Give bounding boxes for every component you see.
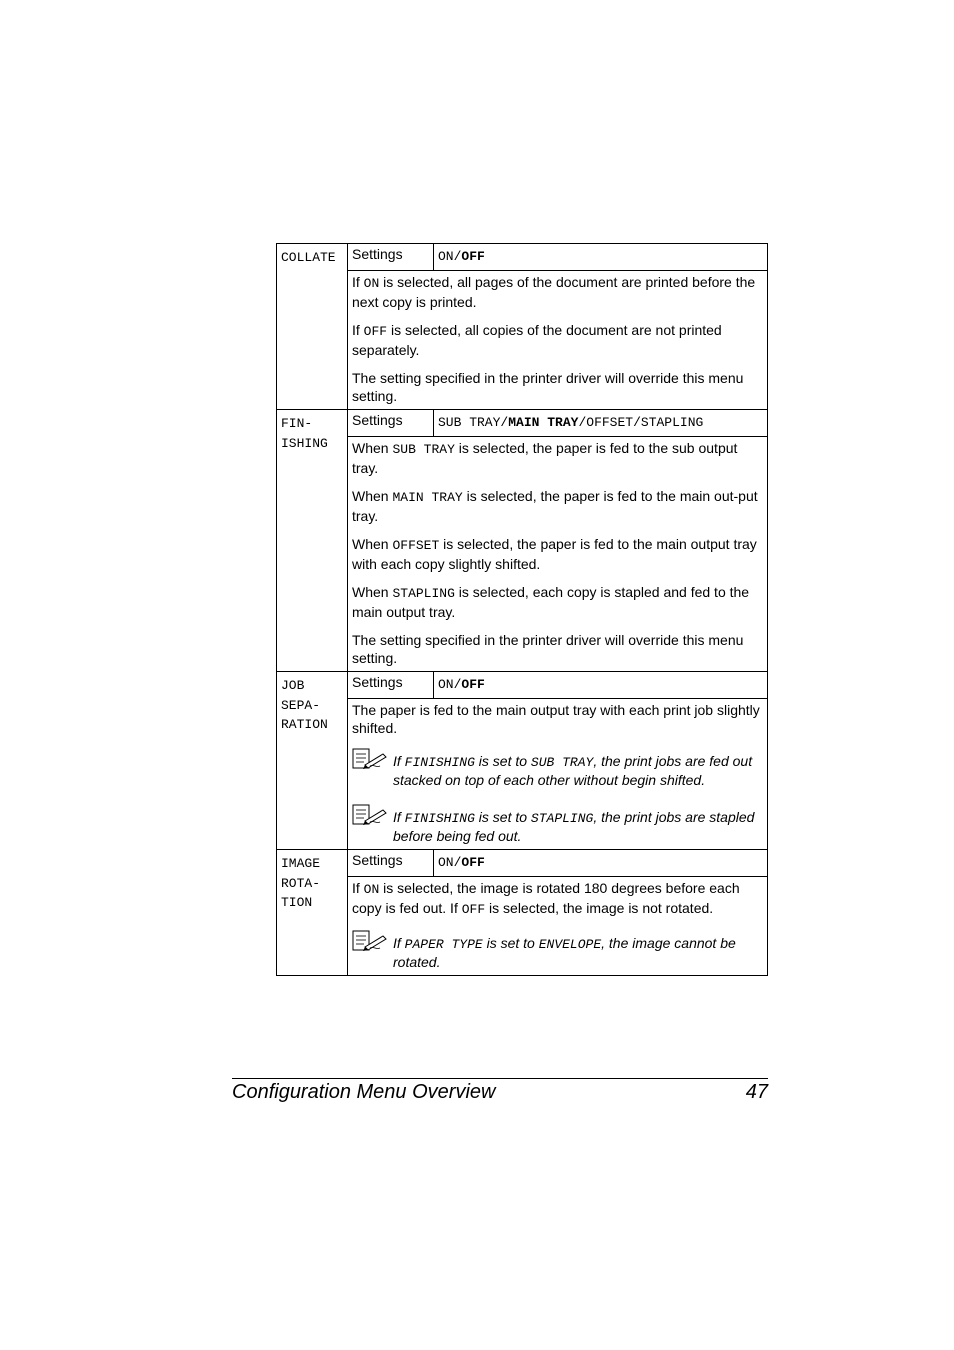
description-paragraph: If ON is selected, the image is rotated 180 degrees before each copy is fed out. If OFF is selected, the image is not rotated. xyxy=(352,880,740,917)
finishing-name: FIN- ISHING xyxy=(281,416,328,451)
job-separation-settings-row xyxy=(277,672,768,699)
settings-label: Settings xyxy=(348,410,434,437)
finishing-description-row xyxy=(277,437,768,672)
footer-rule xyxy=(232,1078,768,1079)
note-pencil-icon xyxy=(352,803,393,845)
default-value: OFF xyxy=(461,249,485,264)
default-value: MAIN TRAY xyxy=(508,415,579,430)
image-rotation-settings-row xyxy=(277,850,768,877)
description xyxy=(348,437,768,672)
footer-title: Configuration Menu Overview xyxy=(232,1081,496,1103)
menu-item-name xyxy=(277,850,348,976)
settings-values: SUB TRAY/MAIN TRAY/OFFSET/STAPLING xyxy=(434,410,768,437)
default-value: OFF xyxy=(461,677,485,692)
menu-item-name xyxy=(277,410,348,672)
page-number: 47 xyxy=(745,1081,768,1103)
settings-values: ON/OFF xyxy=(434,244,768,271)
description-paragraph: If ON is selected, all pages of the document are printed before the next copy is printed. xyxy=(352,274,756,310)
settings-label: Settings xyxy=(348,672,434,699)
note-text: If FINISHING is set to STAPLING, the print jobs are stapled before being fed out. xyxy=(393,809,755,844)
default-value: OFF xyxy=(461,855,485,870)
menu-table xyxy=(276,243,768,976)
finishing-settings-row xyxy=(277,410,768,437)
job-separation-name: JOB SEPA- RATION xyxy=(281,678,328,732)
note-text: If FINISHING is set to SUB TRAY, the print jobs are fed out stacked on top of each other without begin shifted. xyxy=(393,753,753,788)
description-paragraph: When STAPLING is selected, each copy is stapled and fed to the main output tray. xyxy=(352,584,750,620)
menu-item-name xyxy=(277,244,348,410)
description-paragraph: When OFFSET is selected, the paper is fed to the main output tray with each copy slightly shifted. xyxy=(352,536,757,572)
collate-name: COLLATE xyxy=(281,250,336,265)
description-paragraph: When MAIN TRAY is selected, the paper is fed to the main out-put tray. xyxy=(352,488,758,524)
menu-item-name xyxy=(277,672,348,850)
description xyxy=(348,699,768,850)
job-separation-description-row xyxy=(277,699,768,850)
description-paragraph: The paper is fed to the main output tray with each print job slightly shifted. xyxy=(352,702,760,736)
settings-label: Settings xyxy=(348,850,434,877)
note xyxy=(352,929,765,971)
note xyxy=(352,747,765,789)
note-pencil-icon xyxy=(352,929,393,971)
description xyxy=(348,877,768,976)
settings-label: Settings xyxy=(348,244,434,271)
image-rotation-description-row xyxy=(277,877,768,976)
description-paragraph: The setting specified in the printer driver will override this menu setting. xyxy=(352,632,744,666)
note-text: If PAPER TYPE is set to ENVELOPE, the image cannot be rotated. xyxy=(393,935,736,970)
description-paragraph: If OFF is selected, all copies of the document are not printed separately. xyxy=(352,322,722,358)
description-paragraph: The setting specified in the printer driver will override this menu setting. xyxy=(352,370,744,404)
image-rotation-name: IMAGE ROTA- TION xyxy=(281,856,321,910)
description-paragraph: When SUB TRAY is selected, the paper is fed to the sub output tray. xyxy=(352,440,738,476)
settings-values: ON/OFF xyxy=(434,672,768,699)
note xyxy=(352,803,765,845)
note-pencil-icon xyxy=(352,747,393,789)
collate-description-row xyxy=(277,271,768,410)
settings-values: ON/OFF xyxy=(434,850,768,877)
collate-settings-row xyxy=(277,244,768,271)
description xyxy=(348,271,768,410)
